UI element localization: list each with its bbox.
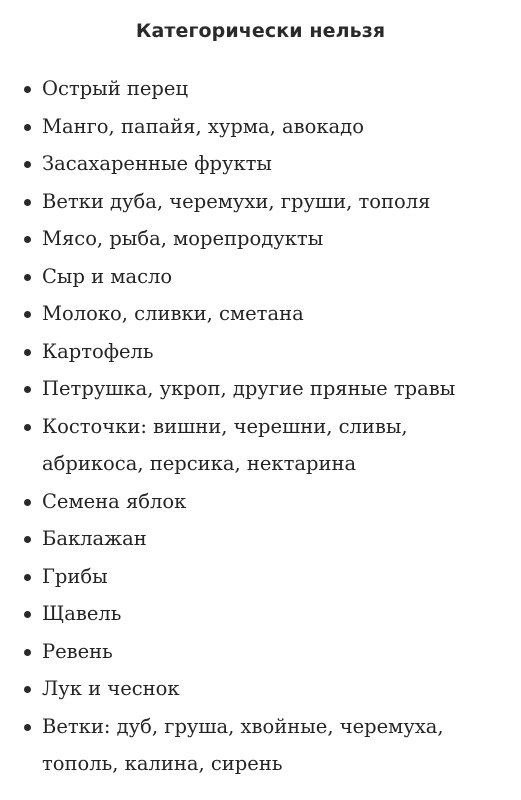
list-item-text: Засахаренные фрукты — [42, 152, 272, 175]
bullet-icon — [24, 611, 31, 618]
bullet-icon — [24, 124, 31, 131]
list-item-text: Мясо, рыба, морепродукты — [42, 227, 324, 250]
list-item — [20, 183, 515, 221]
bullet-icon — [24, 274, 31, 281]
list-item-text: Петрушка, укроп, другие пряные травы — [42, 377, 456, 400]
list-item-text: Манго, папайя, хурма, авокадо — [42, 114, 364, 138]
page-title: Категорически нельзя — [135, 20, 386, 42]
list-item-text: Семена яблок — [42, 489, 187, 513]
list-item — [20, 483, 515, 521]
list-item — [20, 258, 515, 296]
list-item-text: Картофель — [42, 339, 154, 363]
list-item — [20, 558, 515, 596]
bullet-icon — [24, 311, 31, 318]
bullet-icon — [24, 424, 31, 431]
list-item-text: Ветки: дуб, груша, хвойные, черемуха, тополь, калина, сирень — [42, 714, 444, 775]
bullet-icon — [24, 349, 31, 356]
list-item-text: Острый перец — [42, 77, 188, 100]
list-item — [20, 670, 515, 708]
bullet-icon — [24, 574, 31, 581]
bullet-icon — [24, 199, 31, 206]
bullet-icon — [24, 649, 31, 656]
list-item-text: Сыр и масло — [42, 264, 173, 288]
bullet-icon — [24, 161, 31, 168]
list-item — [20, 220, 515, 258]
list-item — [20, 633, 515, 671]
list-item — [20, 333, 515, 371]
bullet-icon — [24, 724, 31, 731]
list-item-text: Лук и чеснок — [42, 677, 180, 700]
list-item — [20, 595, 515, 633]
list-item-text: Ревень — [42, 639, 113, 663]
list-item-text: Молоко, сливки, сметана — [42, 302, 304, 325]
list-item-text: Косточки: вишни, черешни, сливы, абрикоса, персика, нектарина — [42, 414, 408, 475]
list-item — [20, 295, 515, 333]
list-item — [20, 408, 515, 483]
list-item-text: Баклажан — [42, 527, 147, 550]
bullet-icon — [24, 536, 31, 543]
list-item — [20, 70, 515, 108]
list-item — [20, 108, 515, 146]
bullet-icon — [24, 86, 31, 93]
list-item-text: Ветки дуба, черемухи, груши, тополя — [42, 189, 431, 213]
bullet-icon — [24, 499, 31, 506]
list-item — [20, 370, 515, 408]
list-item — [20, 520, 515, 558]
list-item — [20, 708, 515, 783]
list-item-text: Грибы — [42, 564, 108, 588]
bullet-icon — [24, 686, 31, 693]
bullet-icon — [24, 236, 31, 243]
list-item — [20, 145, 515, 183]
forbidden-list — [20, 70, 515, 783]
list-item-text: Щавель — [42, 602, 122, 625]
bullet-icon — [24, 386, 31, 393]
